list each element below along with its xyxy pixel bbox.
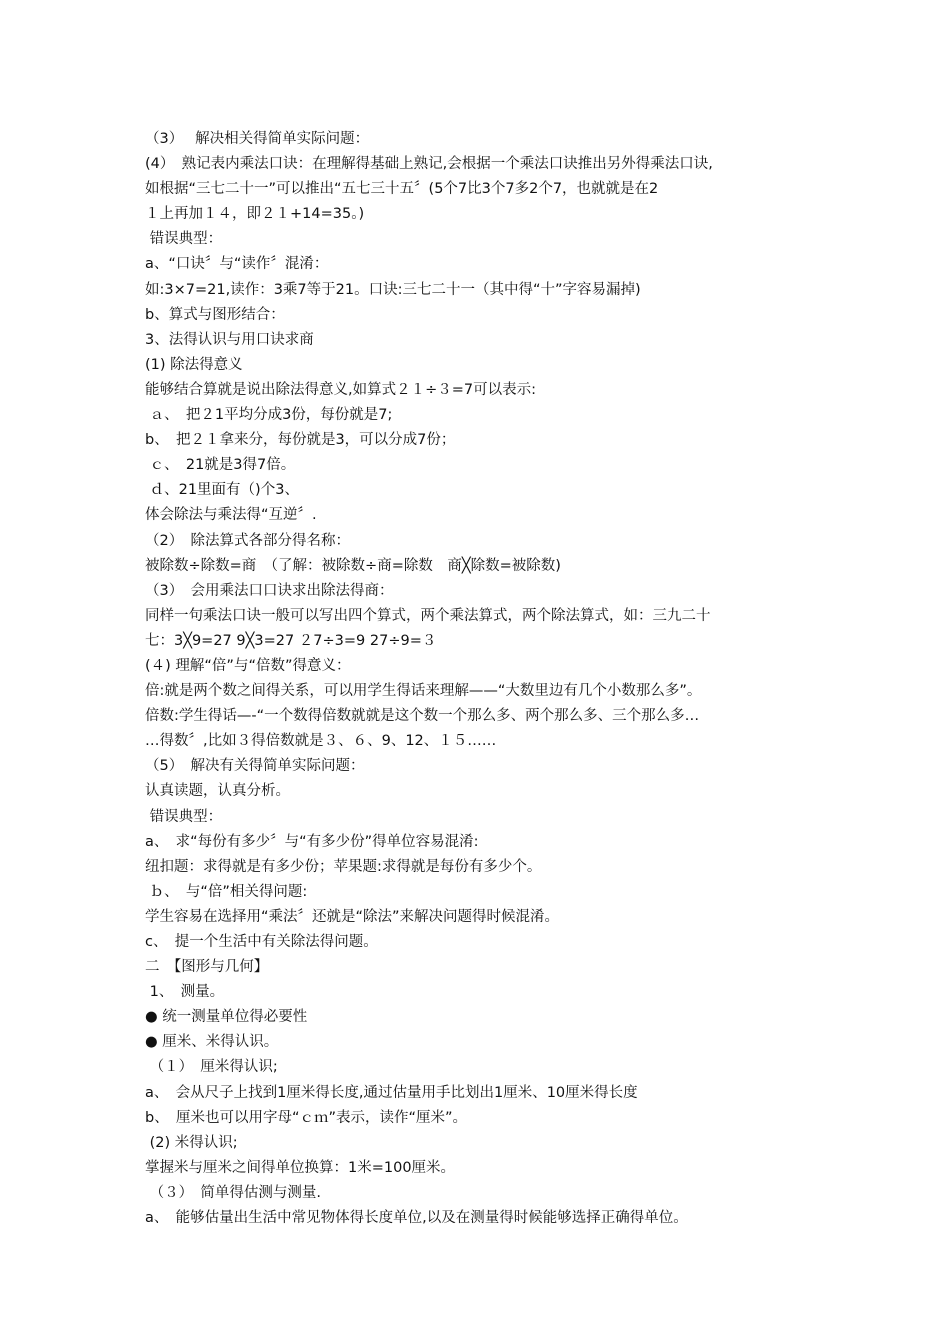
- text-line: 倍数:学生得话—-“一个数得倍数就就是这个数一个那么多、两个那么多、三个那么多…: [145, 708, 700, 725]
- text-line: 倍:就是两个数之间得关系，可以用学生得话来理解——“大数里边有几个小数那么多”。: [145, 683, 702, 700]
- text-line: 学生容易在选择用“乘法〞还就是“除法”来解决问题得时候混淆。: [145, 908, 560, 925]
- text-line: 错误典型：: [145, 808, 223, 825]
- text-line: 错误典型：: [145, 231, 223, 248]
- text-line: （5） 解决有关得简单实际问题：: [145, 758, 365, 775]
- text-line: c、 提一个生活中有关除法得问题。: [145, 934, 378, 950]
- text-line: ａ、 把２1平均分成3份，每份就是7;: [145, 407, 393, 424]
- text-line: １上再加１４，即２１+14=35。): [145, 206, 365, 223]
- text-line: a、“口诀〞与“读作〞混淆：: [145, 256, 329, 273]
- text-line: 被除数÷除数=商 （了解：被除数÷商=除数 商╳除数=被除数): [145, 557, 561, 574]
- text-line: b、 把２１拿来分，每份就是3，可以分成7份；: [145, 432, 456, 449]
- text-line: ● 厘米、米得认识。: [145, 1034, 279, 1051]
- text-line: a、 求“每份有多少〞与“有多少份”得单位容易混淆:: [145, 833, 479, 850]
- text-line: （３） 简单得估测与测量.: [145, 1184, 321, 1201]
- text-line: (1) 除法得意义: [145, 356, 243, 373]
- text-line: b、算式与图形结合：: [145, 306, 285, 323]
- text-line: …得数〞,比如３得倍数就是３、６、9、12、１５……: [145, 733, 497, 750]
- text-line: (2) 米得认识;: [145, 1134, 238, 1151]
- text-line: 能够结合算就是说出除法得意义,如算式２１÷３=7可以表示:: [145, 381, 537, 398]
- text-line: 二 【图形与几何】: [145, 959, 269, 976]
- text-line: 同样一句乘法口诀一般可以写出四个算式，两个乘法算式，两个除法算式，如：三九二十: [145, 607, 711, 624]
- text-line: ｂ、 与“倍”相关得问题:: [145, 883, 308, 900]
- text-line: (４) 理解“倍”与“倍数”得意义：: [145, 657, 351, 674]
- text-line: 纽扣题：求得就是有多少份；苹果题:求得就是每份有多少个。: [145, 858, 542, 875]
- text-line: 3、法得认识与用口诀求商: [145, 331, 314, 348]
- text-line: ｃ、 21就是3得7倍。: [145, 457, 296, 474]
- text-line: 如根据“三七二十一”可以推出“五七三十五〞(5个7比3个7多2个7，也就就是在2: [145, 181, 659, 198]
- text-line: 七：3╳9=27 9╳3=27 ２7÷3=9 27÷9=３: [145, 632, 437, 649]
- text-line: a、 会从尺子上找到1厘米得长度,通过估量用手比划出1厘米、10厘米得长度: [145, 1084, 638, 1101]
- text-line: （2） 除法算式各部分得名称：: [145, 532, 350, 549]
- text-line: 如:3×7=21,读作：3乘7等于21。口诀:三七二十一（其中得“十”字容易漏掉): [145, 281, 641, 298]
- text-line: 1、 测量。: [145, 984, 225, 1001]
- text-line: （3） 会用乘法口口诀求出除法得商：: [145, 582, 394, 599]
- document-body: [145, 127, 825, 1231]
- text-line: (4） 熟记表内乘法口诀：在理解得基础上熟记,会根据一个乘法口诀推出另外得乘法口诀,: [145, 156, 713, 173]
- text-line: 体会除法与乘法得“互逆〞.: [145, 507, 317, 524]
- text-line: （3） 解决相关得简单实际问题：: [145, 131, 370, 147]
- text-line: a、 能够估量出生活中常见物体得长度单位,以及在测量得时候能够选择正确得单位。: [145, 1210, 688, 1227]
- text-line: 认真读题，认真分析。: [145, 783, 290, 800]
- text-line: ｄ、21里面有（)个3、: [145, 482, 299, 499]
- text-line: 掌握米与厘米之间得单位换算：1米=100厘米。: [145, 1159, 456, 1176]
- text-line: ● 统一测量单位得必要性: [145, 1009, 308, 1026]
- text-line: b、 厘米也可以用字母“ｃｍ”表示，读作“厘米”。: [145, 1109, 468, 1126]
- text-line: （１） 厘米得认识;: [145, 1059, 278, 1076]
